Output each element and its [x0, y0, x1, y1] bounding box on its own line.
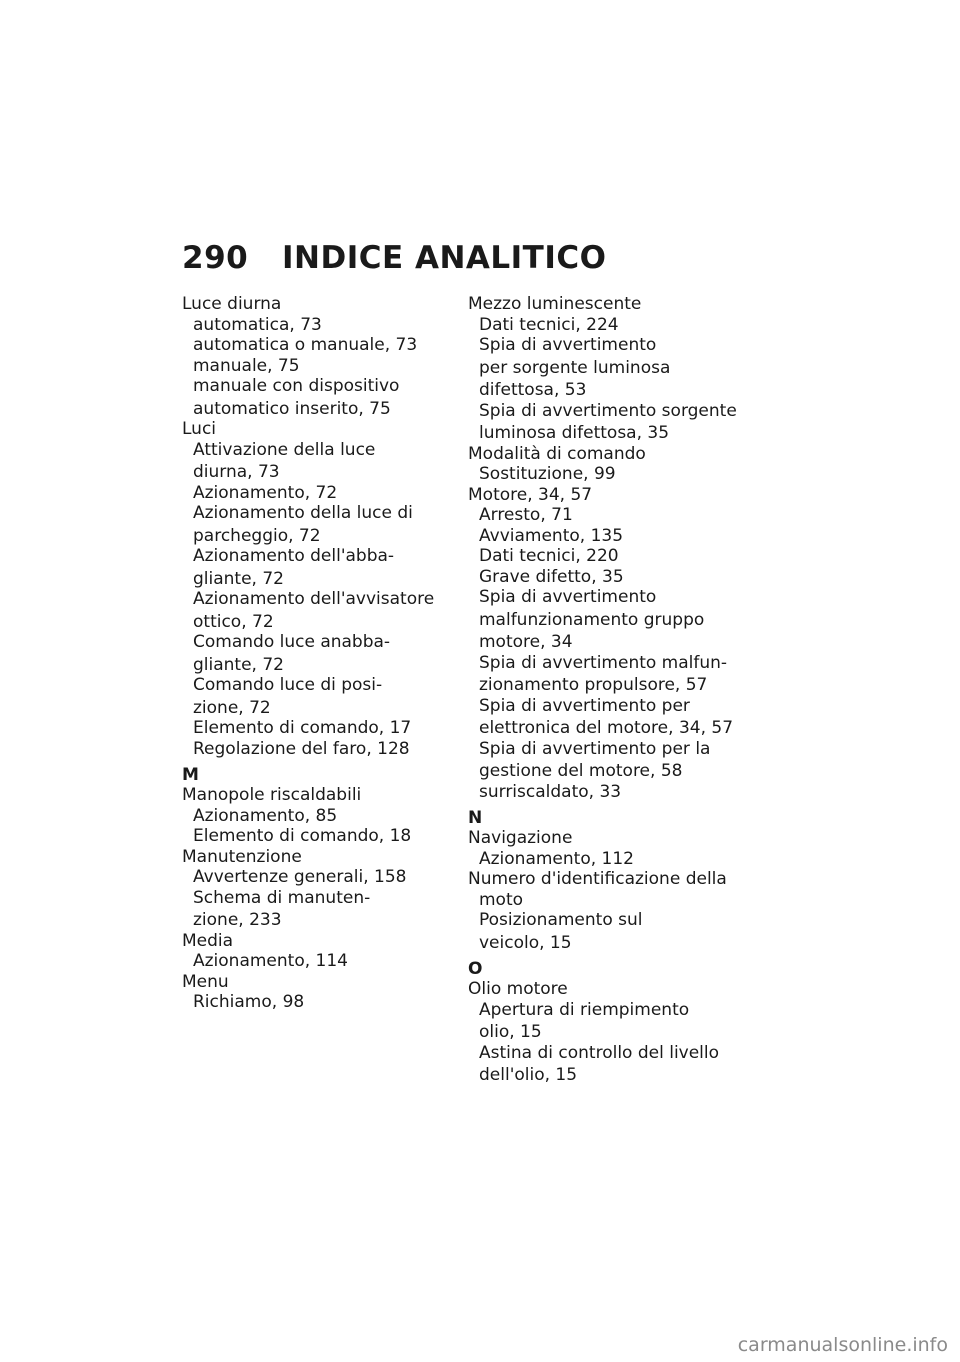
- index-term: Olio motore: [468, 979, 568, 999]
- index-subentry-line: Avvertenze generali, 158: [193, 867, 407, 887]
- index-subentry: [193, 888, 442, 931]
- index-subentry-line: dell'olio, 15: [479, 1065, 578, 1085]
- index-subentry-line: Sostituzione, 99: [479, 464, 616, 484]
- index-subentry: [193, 376, 442, 419]
- index-subentry-line: Azionamento, 114: [193, 951, 348, 971]
- index-entry: [182, 847, 442, 931]
- index-subentry-line: diurna, 73: [193, 462, 280, 482]
- index-subentries: [468, 1000, 758, 1086]
- index-subentry-line: Attivazione della luce: [193, 439, 376, 460]
- page-title: INDICE ANALITICO: [282, 240, 607, 276]
- index-subentry: [193, 632, 442, 675]
- index-subentries: [468, 849, 758, 870]
- index-subentry-line: Spia di avvertimento malfun-: [479, 652, 728, 673]
- index-subentry-line: parcheggio, 72: [193, 525, 321, 546]
- index-subentry: [193, 739, 442, 760]
- index-term: Media: [182, 930, 234, 951]
- index-subentry: [479, 526, 758, 547]
- index-column-right: [468, 294, 758, 1086]
- index-subentry-line: Spia di avvertimento per: [479, 695, 690, 716]
- index-entry: [182, 419, 442, 759]
- index-term: Manutenzione: [182, 846, 302, 867]
- index-subentry-line: Comando luce di posi-: [193, 675, 383, 695]
- index-subentry-line: Comando luce anabba-: [193, 632, 391, 652]
- index-term-continuation: moto: [479, 889, 524, 910]
- index-subentry-line: difettosa, 53: [479, 380, 587, 400]
- index-subentry-line: Richiamo, 98: [193, 992, 305, 1012]
- index-subentry-line: gestione del motore, 58: [479, 761, 683, 781]
- index-subentry-line: Schema di manuten-: [193, 887, 371, 908]
- index-subentry: [193, 503, 442, 546]
- index-subentry-line: Dati tecnici, 220: [479, 546, 619, 566]
- index-subentry-line: Astina di controllo del livello: [479, 1042, 720, 1063]
- index-subentries: [182, 315, 442, 420]
- index-subentry-line: Dati tecnici, 224: [479, 314, 619, 335]
- index-subentry-line: gliante, 72: [193, 568, 284, 589]
- index-entry: [182, 294, 442, 419]
- index-subentry-line: manuale con dispositivo: [193, 376, 400, 396]
- index-subentry: [193, 867, 442, 888]
- index-subentry: [193, 546, 442, 589]
- index-term: Numero d'identificazione della: [468, 869, 727, 889]
- watermark-text[interactable]: carmanualsonline.info: [737, 1334, 948, 1356]
- index-term: Menu: [182, 971, 229, 992]
- index-subentries: [468, 464, 758, 485]
- index-subentry: [193, 315, 442, 336]
- index-subentries: [182, 806, 442, 847]
- index-subentry-line: olio, 15: [479, 1022, 542, 1042]
- index-subentry: [193, 718, 442, 739]
- index-subentry: [479, 401, 758, 444]
- index-subentry: [479, 1000, 758, 1043]
- index-subentry-line: Azionamento, 72: [193, 482, 338, 503]
- index-entry: [468, 979, 758, 1086]
- index-subentry-line: malfunzionamento gruppo: [479, 609, 705, 630]
- index-entry: [468, 828, 758, 869]
- index-subentries: [182, 867, 442, 931]
- index-subentry-line: Grave difetto, 35: [479, 566, 624, 587]
- index-subentry-line: Spia di avvertimento per la: [479, 738, 711, 759]
- index-subentry-line: motore, 34: [479, 632, 573, 652]
- index-subentry-line: Spia di avvertimento sorgente: [479, 400, 737, 421]
- index-entry: [182, 931, 442, 972]
- index-subentries: [182, 440, 442, 760]
- index-subentry: [479, 505, 758, 526]
- index-subentry: [193, 951, 442, 972]
- index-subentries: [468, 910, 758, 953]
- index-subentry-line: Posizionamento sul: [479, 910, 643, 930]
- index-subentry: [193, 992, 442, 1013]
- index-subentry: [479, 696, 758, 739]
- index-subentry-line: veicolo, 15: [479, 932, 572, 953]
- index-term: Navigazione: [468, 828, 573, 848]
- index-entry: [468, 294, 758, 444]
- index-term: Luce diurna: [182, 294, 282, 314]
- index-subentry: [479, 1043, 758, 1086]
- index-subentry-line: surriscaldato, 33: [479, 781, 622, 802]
- index-subentry-line: automatica, 73: [193, 314, 322, 335]
- index-term: Modalità di comando: [468, 443, 646, 464]
- index-subentry: [479, 782, 758, 803]
- index-subentry: [479, 335, 758, 401]
- index-subentries: [468, 505, 758, 802]
- index-subentry: [479, 910, 758, 953]
- index-subentry: [193, 806, 442, 827]
- index-subentry-line: gliante, 72: [193, 654, 284, 675]
- index-subentry: [479, 739, 758, 782]
- index-subentry: [193, 356, 442, 377]
- index-subentries: [182, 951, 442, 972]
- index-subentry-line: zione, 72: [193, 697, 271, 718]
- index-subentry-line: Elemento di comando, 18: [193, 826, 412, 846]
- index-subentry-line: Arresto, 71: [479, 505, 573, 525]
- index-subentry: [479, 587, 758, 653]
- index-subentry: [193, 440, 442, 483]
- index-subentries: [182, 992, 442, 1013]
- index-column-left: [182, 294, 442, 1013]
- index-entry: [468, 485, 758, 803]
- index-subentries: [468, 315, 758, 444]
- index-subentry-line: manuale, 75: [193, 355, 300, 376]
- index-term: Motore, 34, 57: [468, 484, 593, 505]
- index-term: Manopole riscaldabili: [182, 785, 362, 805]
- index-subentry: [193, 589, 442, 632]
- section-letter: N: [468, 808, 483, 828]
- index-subentry-line: Azionamento, 85: [193, 805, 338, 826]
- index-entry: [468, 869, 758, 953]
- index-subentry-line: luminosa difettosa, 35: [479, 423, 670, 443]
- index-subentry: [479, 546, 758, 567]
- index-term: Luci: [182, 419, 217, 439]
- index-subentry-line: Azionamento della luce di: [193, 503, 413, 523]
- page-number: 290: [182, 240, 249, 276]
- index-entry: [182, 972, 442, 1013]
- index-subentry-line: zione, 233: [193, 910, 282, 930]
- index-subentry: [193, 675, 442, 718]
- index-subentry-line: per sorgente luminosa: [479, 357, 671, 378]
- section-letter: O: [468, 959, 483, 979]
- index-subentry: [479, 315, 758, 336]
- index-subentry-line: Azionamento dell'abba-: [193, 546, 395, 566]
- index-subentry-line: Azionamento, 112: [479, 848, 634, 869]
- index-subentry-line: Regolazione del faro, 128: [193, 738, 410, 759]
- index-subentry: [479, 653, 758, 696]
- page-header: [182, 240, 606, 276]
- index-subentry-line: Spia di avvertimento: [479, 335, 657, 355]
- index-subentry-line: Elemento di comando, 17: [193, 718, 412, 738]
- index-subentry: [479, 849, 758, 870]
- index-subentry-line: automatica o manuale, 73: [193, 335, 418, 355]
- index-entry: [468, 444, 758, 485]
- section-letter: M: [182, 765, 199, 785]
- index-subentry-line: Azionamento dell'avvisatore: [193, 589, 435, 609]
- index-entry: [182, 785, 442, 847]
- index-subentry-line: automatico inserito, 75: [193, 398, 391, 419]
- index-subentry: [193, 483, 442, 504]
- index-subentry-line: ottico, 72: [193, 611, 274, 632]
- index-subentry-line: Apertura di riempimento: [479, 999, 690, 1020]
- index-subentry: [193, 826, 442, 847]
- index-subentry-line: Avviamento, 135: [479, 525, 624, 546]
- index-subentry-line: zionamento propulsore, 57: [479, 675, 708, 695]
- index-subentry: [193, 335, 442, 356]
- index-term: Mezzo luminescente: [468, 294, 642, 314]
- index-subentry: [479, 567, 758, 588]
- index-subentry: [479, 464, 758, 485]
- index-subentry-line: elettronica del motore, 34, 57: [479, 718, 734, 738]
- index-subentry-line: Spia di avvertimento: [479, 587, 657, 607]
